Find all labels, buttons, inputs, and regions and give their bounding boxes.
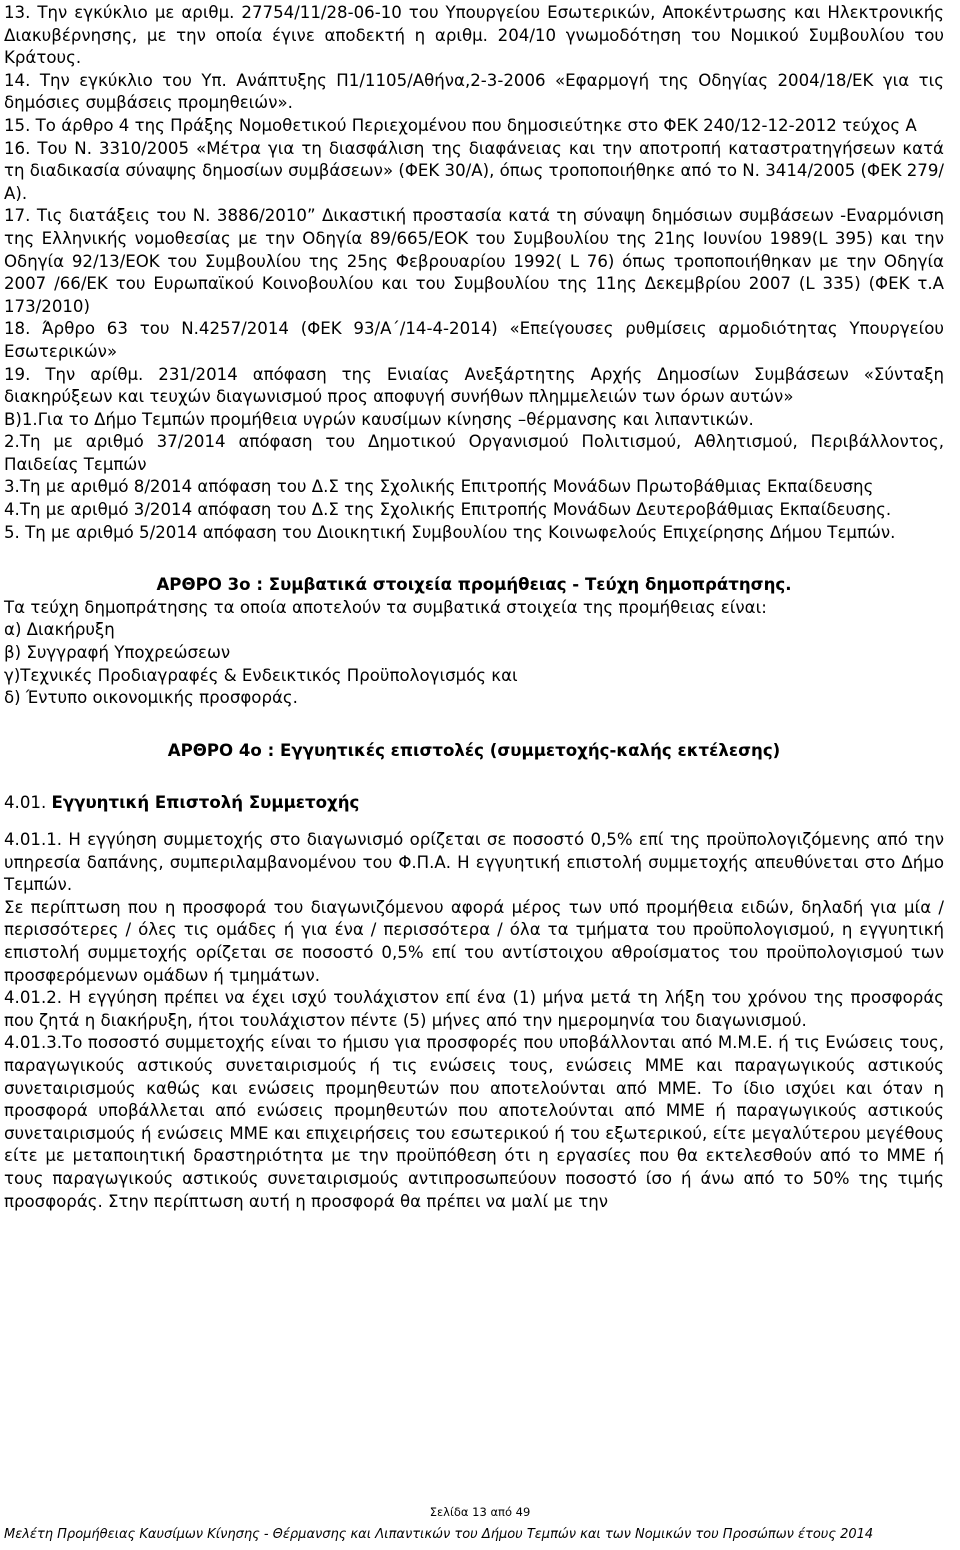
page-number: Σελίδα 13 από 49 [429,1505,531,1519]
article-3-intro: Τα τεύχη δημοπράτησης τα οποία αποτελούν τα συμβατικά στοιχεία της προμήθειας είναι: [4,597,767,617]
article-3-list-item: δ) Έντυπο οικονομικής προσφοράς. [4,688,298,708]
section-b-2: 2.Τη με αριθμό 37/2014 απόφαση του Δημοτικού Οργανισμού Πολιτισμού, Αθλητισμού, Περιβάλλοντος, Παιδείας Τεμπών [4,432,944,474]
article-4-paragraph: 4.01.2. Η εγγύηση πρέπει να έχει ισχύ τουλάχιστον επί ένα (1) μήνα μετά τη λήξη του χρόνου της προσφοράς που ζητά η διακήρυξη, ήτοι τουλάχιστον πέντε (5) μήνες από την ημερομηνία του διαγωνισμού. [4,988,944,1030]
item-13: 13. Την εγκύκλιο με αριθμ. 27754/11/28-06-10 του Υπουργείου Εσωτερικών, Αποκέντρωσης και Ηλεκτρονικής Διακυβέρνησης, με την οποία έγινε αποδεκτή η αριθμ. 204/10 γνωμοδότηση του Νομικού Συμβουλίου του Κράτους. [4,3,944,68]
item-18: 18. Άρθρο 63 του Ν.4257/2014 (ΦΕΚ 93/Α΄/14-4-2014) «Επείγουσες ρυθμίσεις αρμοδιότητας Υπουργείου Εσωτερικών» [4,319,944,361]
item-17: 17. Τις διατάξεις του Ν. 3886/2010” Δικαστική προστασία κατά τη σύναψη δημόσιων συμβάσεων -Εναρμόνιση της Ελληνικής νομοθεσίας με την Οδηγία 89/665/ΕΟΚ του Συμβουλίου της 21ης Ιουνίου 1989(L 395) και την Οδηγία 92/13/ΕΟΚ του Συμβουλίου της 25ης Φεβρουαρίου 1992( L 76) όπως τροποποιήθηκαν με την Οδηγία 2007 /66/ΕΚ του Ευρωπαϊκού Κοινοβουλίου και του Συμβουλίου της 11ης Δεκεμβρίου 2007 (L 335) (ΦΕΚ τ.Α 173/2010) [4,206,944,316]
article-4-paragraph: 4.01.1. Η εγγύηση συμμετοχής στο διαγωνισμό ορίζεται σε ποσοστό 0,5% επί της προϋπολογιζόμενης από την υπηρεσία δαπάνης, συμπεριλαμβανομένου του Φ.Π.Α. Η εγγυητική επιστολή συμμετοχής απευθύνεται στο Δήμο Τεμπών. [4,830,944,895]
item-19: 19. Την αρίθμ. 231/2014 απόφαση της Ενιαίας Ανεξάρτητης Αρχής Δημοσίων Συμβάσεων «Σύνταξη διακηρύξεων και τευχών διαγωνισμού προς αποφυγή συνήθων πλημμελειών των όρων αυτών» [4,364,944,407]
section-b-5: 5. Τη με αριθμό 5/2014 απόφαση του Διοικητική Συμβουλίου της Κοινωφελούς Επιχείρησης Δήμου Τεμπών. [4,522,896,542]
section-b-4: 4.Τη με αριθμό 3/2014 απόφαση του Δ.Σ της Σχολικής Επιτροπής Μονάδων Δευτεροβάθμιας Εκπαίδευσης. [4,500,892,520]
page-content [4,2,944,1213]
article-3-list-item: γ)Τεχνικές Προδιαγραφές & Ενδεικτικός Προϋπολογισμός και [4,665,518,685]
section-b-1: Β)1.Για το Δήμο Τεμπών προμήθεια υγρών καυσίμων κίνησης –θέρμανσης και λιπαντικών. [4,409,754,429]
item-16: 16. Του Ν. 3310/2005 «Μέτρα για τη διασφάλιση της διαφάνειας και την αποτροπή καταστρατηγήσεων κατά τη διαδικασία σύναψης δημοσίων συμβάσεων» (ΦΕΚ 30/Α), όπως τροποποιήθηκε από το Ν. 3414/2005 (ΦΕΚ 279/Α). [4,138,944,203]
section-b-3: 3.Τη με αριθμό 8/2014 απόφαση του Δ.Σ της Σχολικής Επιτροπής Μονάδων Πρωτοβάθμιας Εκπαίδευσης [4,477,874,497]
subheading-title: Εγγυητική Επιστολή Συμμετοχής [51,793,360,813]
article-4-heading: ΑΡΘΡΟ 4ο : Εγγυητικές επιστολές (συμμετοχής-καλής εκτέλεσης) [167,740,781,760]
item-14: 14. Την εγκύκλιο του Υπ. Ανάπτυξης Π1/1105/Αθήνα,2-3-2006 «Εφαρμογή της Οδηγίας 2004/18/ΕΚ για τις δημόσιες συμβάσεις προμηθειών». [4,70,944,113]
article-4-subheading [4,792,944,815]
article-4-paragraph: Σε περίπτωση που η προσφορά του διαγωνιζόμενου αφορά μέρος των υπό προμήθεια ειδών, δηλαδή για μία /περισσότερες / όλες τις ομάδες ή για ένα / περισσότερα / όλα τα τμήματα του προϋπολογισμού, η εγγυητική επιστολή συμμετοχής ορίζεται σε ποσοστό 0,5% επί του αντίστοιχου αθροίσματος του προϋπολογισμού των προσφερόμενων ομάδων ή τμημάτων. [4,897,944,985]
article-3-heading: ΑΡΘΡΟ 3ο : Συμβατικά στοιχεία προμήθειας - Τεύχη δημοπράτησης. [156,575,792,595]
item-15: 15. Το άρθρο 4 της Πράξης Νομοθετικού Περιεχομένου που δημοσιεύτηκε στο ΦΕΚ 240/12-12-2012 τεύχος Α [4,115,917,135]
subheading-number: 4.01. [4,793,47,813]
footer-title: Μελέτη Προμήθειας Καυσίμων Κίνησης - Θέρμανσης και Λιπαντικών του Δήμου Τεμπών και των Νομικών του Προσώπων έτους 2014 [4,1527,874,1542]
article-3-list-item: β) Συγγραφή Υποχρεώσεων [4,643,231,663]
article-3-list-item: α) Διακήρυξη [4,620,115,640]
article-4-paragraph: 4.01.3.Το ποσοστό συμμετοχής είναι το ήμισυ για προσφορές που υποβάλλονται από Μ.Μ.Ε. ή τις Ενώσεις τους, παραγωγικούς αστικούς συνεταιρισμούς ή τις ενώσεις τους, ενώσεις ΜΜΕ και παραγωγικούς αστικούς συνεταιρισμούς καθώς και ενώσεις προμηθευτών που αποτελούνται από ΜΜΕ. Το ίδιο ισχύει και όταν η προσφορά υποβάλλεται από ενώσεις προμηθευτών που αποτελούνται από ΜΜΕ ή παραγωγικούς αστικούς συνεταιρισμούς ή ενώσεις ΜΜΕ και επιχειρήσεις του εσωτερικού ή του εξωτερικού, είτε μεγαλύτερου μεγέθους είτε με μεταποιητική δραστηριότητα με την προϋπόθεση ότι η εργασίες που θα εκτελεσθούν από το ΜΜΕ ή τους παραγωγικούς αστικούς συνεταιρισμούς αντιπροσωπεύουν ποσοστό ίσο ή άνω από το 50% της τιμής προσφοράς. Στην περίπτωση αυτή η προσφορά θα πρέπει να μαλί με την [4,1033,944,1211]
